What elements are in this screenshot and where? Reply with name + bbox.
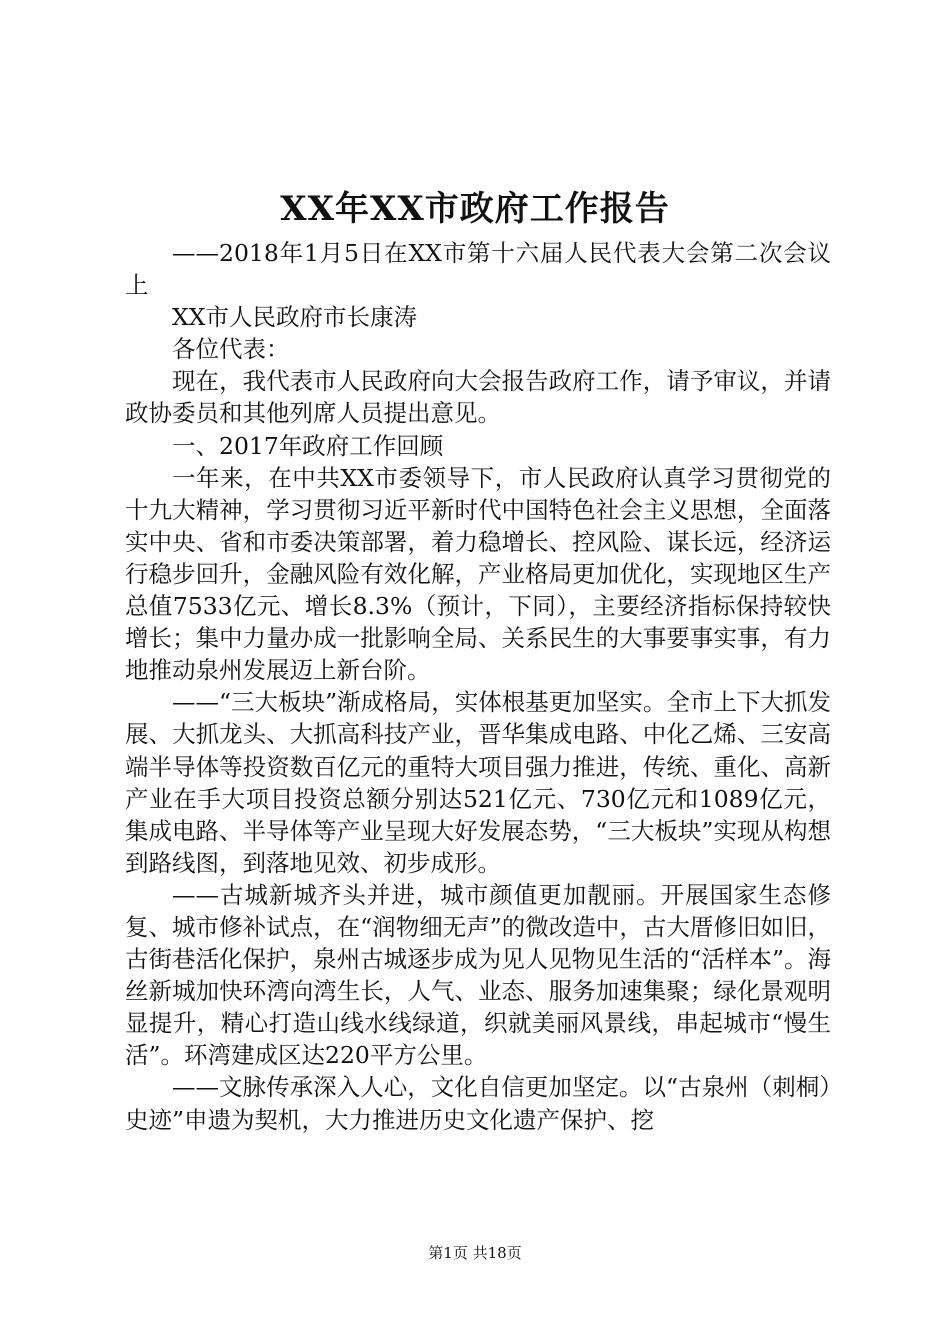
page-number-footer: 第1页 共18页 <box>428 1244 522 1262</box>
body-paragraph: ——文脉传承深入人心，文化自信更加坚定。以“古泉州（刺桐）史迹”申遗为契机，大力推进历史文化遗产保护、挖 <box>125 1073 831 1134</box>
body-paragraph: ——“三大板块”渐成格局，实体根基更加坚实。全市上下大抓发展、大抓龙头、大抓高科技产业，晋华集成电路、中化乙烯、三安高端半导体等投资数百亿元的重特大项目强力推进，传统、重化、高新产业在手大项目投资总额分别达521亿元、730亿元和1089亿元，集成电路、半导体等产业呈现大好发展态势，“三大板块”实现从构想到路线图，到落地见效、初步成形。 <box>125 688 831 877</box>
salutation: 各位代表： <box>172 335 290 364</box>
subtitle-paragraph: ——2018年1月5日在XX市第十六届人民代表大会第二次会议上 <box>125 239 831 300</box>
section-heading: 一、2017年政府工作回顾 <box>172 431 444 460</box>
body-paragraph: 一年来，在中共XX市委领导下，市人民政府认真学习贯彻党的十九大精神，学习贯彻习近平新时代中国特色社会主义思想，全面落实中央、省和市委决策部署，着力稳增长、控风险、谋长远，经济运行稳步回升，金融风险有效化解，产业格局更加优化，实现地区生产总值7533亿元、增长8.3%（预计，下同），主要经济指标保持较快增长；集中力量办成一批影响全局、关系民生的大事要事实事，有力地推动泉州发展迈上新台阶。 <box>125 463 831 685</box>
body-paragraph: 现在，我代表市人民政府向大会报告政府工作，请予审议，并请政协委员和其他列席人员提出意见。 <box>125 367 831 428</box>
author-line: XX市人民政府市长康涛 <box>172 303 417 332</box>
document-body <box>125 237 831 1136</box>
document-title: XX年XX市政府工作报告 <box>280 189 670 229</box>
body-paragraph: ——古城新城齐头并进，城市颜值更加靓丽。开展国家生态修复、城市修补试点，在“润物细无声”的微改造中，古大厝修旧如旧，古街巷活化保护，泉州古城逐步成为见人见物见生活的“活样本”。海丝新城加快环湾向湾生长，人气、业态、服务加速集聚；绿化景观明显提升，精心打造山线水线绿道，织就美丽风景线，串起城市“慢生活”。环湾建成区达220平方公里。 <box>125 880 831 1070</box>
